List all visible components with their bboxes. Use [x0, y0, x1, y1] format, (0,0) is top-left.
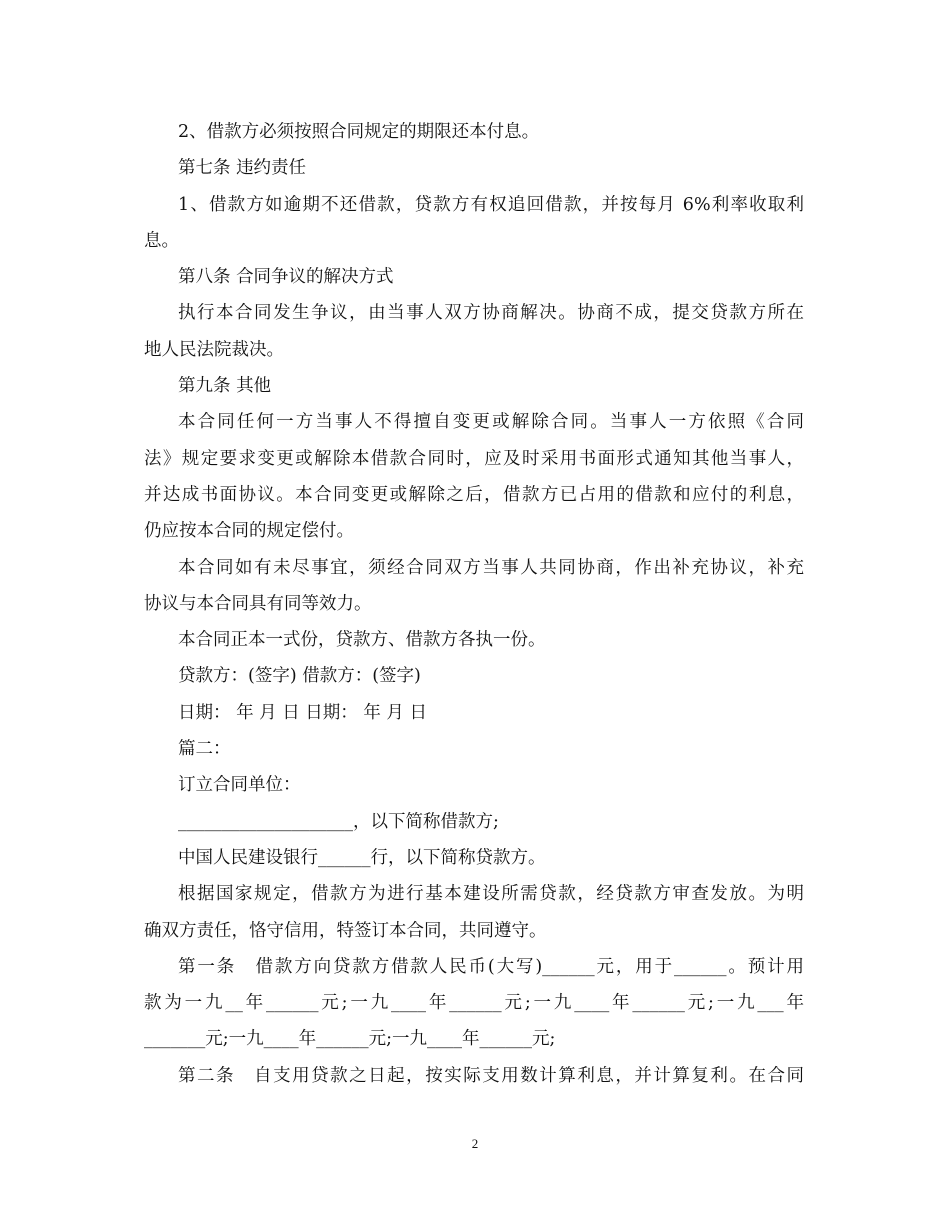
date-line: 日期： 年 月 日 日期： 年 月 日 — [178, 702, 427, 723]
text-line: _______元;一九____年______元;一九____年______元; — [144, 1029, 556, 1050]
text-line: 订立合同单位： — [178, 775, 301, 796]
text-line: 息。 — [144, 230, 179, 251]
text-line: 法》规定要求变更或解除本借款合同时，应及时采用书面形式通知其他当事人， — [144, 448, 804, 469]
text-line: 确双方责任，恪守信用，特签订本合同，共同遵守。 — [144, 920, 547, 941]
text-line: 执行本合同发生争议，由当事人双方协商解决。协商不成，提交贷款方所在 — [178, 303, 804, 324]
text-line: 款为一九__年______元;一九____年______元;一九____年______元;一九___年 — [144, 993, 804, 1014]
text-line: ____________________，以下简称借款方; — [178, 811, 499, 832]
section-heading: 第九条 其他 — [178, 376, 272, 397]
text-line: 地人民法院裁决。 — [144, 339, 284, 360]
text-line: 1、借款方如逾期不还借款，贷款方有权追回借款，并按每月 6%利率收取利 — [178, 194, 804, 215]
document-body — [144, 114, 804, 1094]
signature-line: 贷款方：(签字) 借款方：(签字) — [178, 666, 421, 687]
section-heading: 第七条 违约责任 — [178, 158, 307, 179]
text-line: 2、借款方必须按照合同规定的期限还本付息。 — [178, 122, 540, 142]
text-line: 本合同任何一方当事人不得擅自变更或解除合同。当事人一方依照《合同 — [178, 412, 804, 433]
text-line: 根据国家规定，借款方为进行基本建设所需贷款，经贷款方审查发放。为明 — [178, 884, 804, 905]
text-line: 协议与本合同具有同等效力。 — [144, 593, 372, 614]
text-line: 仍应按本合同的规定偿付。 — [144, 521, 354, 542]
text-line: 第二条 自支用贷款之日起，按实际支用数计算利息，并计算复利。在合同 — [178, 1065, 804, 1086]
text-line: 本合同如有未尽事宜，须经合同双方当事人共同协商，作出补充协议，补充 — [178, 557, 804, 578]
page-number: 2 — [471, 1136, 479, 1151]
text-line: 第一条 借款方向贷款方借款人民币(大写)______元，用于______。预计用 — [178, 956, 804, 977]
text-line: 并达成书面协议。本合同变更或解除之后，借款方已占用的借款和应付的利息， — [144, 484, 804, 505]
section-heading: 篇二： — [178, 739, 231, 760]
text-line: 中国人民建设银行______行，以下简称贷款方。 — [178, 847, 546, 868]
text-line: 本合同正本一式份，贷款方、借款方各执一份。 — [178, 630, 546, 651]
section-heading: 第八条 合同争议的解决方式 — [178, 267, 394, 288]
